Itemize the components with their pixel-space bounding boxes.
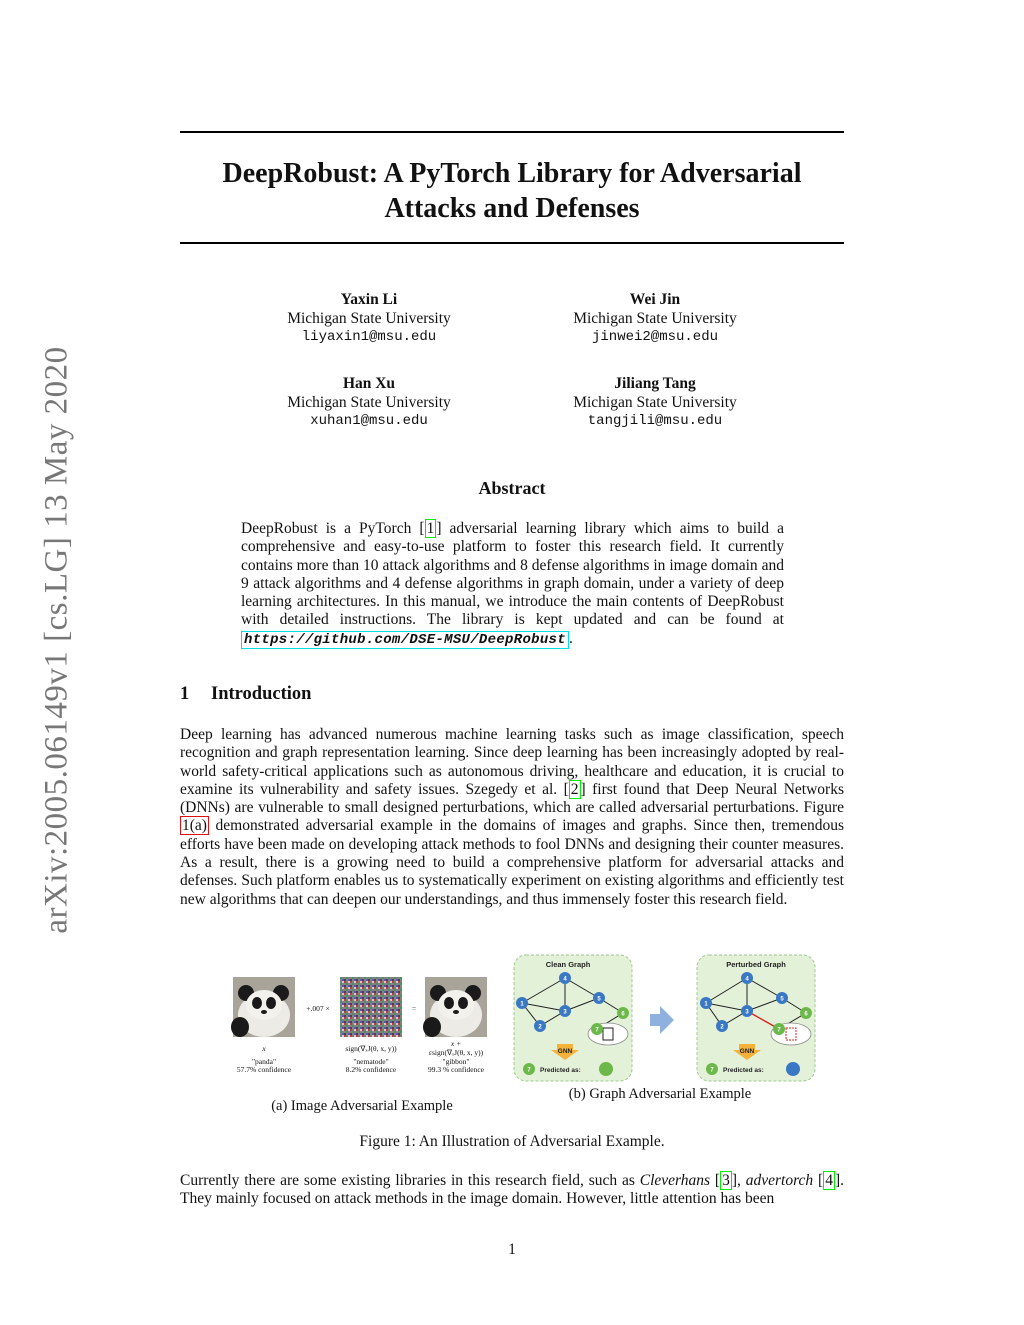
paragraph-text: ]. They mainly focused on attack methods in the image domain. However, little attention has been — [180, 1172, 844, 1208]
author-affiliation: Michigan State University — [573, 393, 737, 411]
paragraph-text: [ — [813, 1172, 824, 1189]
author-block — [505, 375, 805, 431]
noise-label: sign(∇ₓJ(θ, x, y)) — [345, 1044, 397, 1053]
perturbation-noise-image — [340, 977, 402, 1037]
abstract-body — [241, 520, 784, 649]
clean-graph-panel — [514, 955, 632, 1081]
citation-link[interactable]: 2 — [570, 780, 579, 798]
citation-link[interactable]: 4 — [825, 1172, 833, 1189]
adv-label-line2: εsign(∇ₓJ(θ, x, y)) — [428, 1048, 484, 1057]
node-label: 7 — [777, 1027, 781, 1034]
predicted-label: Predicted as: — [723, 1067, 764, 1074]
author-email[interactable]: jinwei2@msu.edu — [591, 329, 719, 345]
paragraph-text: Currently there are some existing libraries in this research field, such as — [180, 1172, 640, 1189]
author-affiliation: Michigan State University — [287, 393, 451, 411]
x-confidence-label: 57.7% confidence — [236, 1065, 292, 1074]
noise-confidence-label: 8.2% confidence — [345, 1065, 397, 1074]
libraries-paragraph — [180, 1172, 844, 1209]
node-label: 4 — [563, 976, 567, 983]
panda-image-original — [231, 977, 295, 1037]
author-block — [219, 375, 519, 431]
adv-class-label: "gibbon" — [442, 1057, 470, 1066]
node-label: 6 — [621, 1011, 625, 1018]
author-name: Han Xu — [342, 375, 396, 392]
author-name: Wei Jin — [629, 291, 681, 308]
intro-paragraph — [180, 726, 844, 909]
author-email[interactable]: xuhan1@msu.edu — [310, 413, 428, 429]
predicted-label: Predicted as: — [540, 1067, 581, 1074]
abstract-text: . — [568, 629, 573, 647]
node-label: 4 — [745, 976, 749, 983]
section-heading — [180, 684, 311, 705]
perturbed-graph-panel — [697, 955, 815, 1081]
node-label: 7 — [527, 1067, 531, 1074]
library-name: advertorch — [745, 1172, 814, 1189]
node-label: 7 — [595, 1027, 599, 1034]
gnn-label: GNN — [557, 1048, 573, 1055]
paragraph-text: Deep learning has advanced numerous machine learning tasks such as image classification, speech recognition and graph representation learning. Since deep learning has been increasingly adopted by real-world safety-critical applications such as autonomous driving, healthcare and education, it is crucial to examine its vulnerability and safety issues. Szegedy et al. [ — [180, 726, 844, 798]
multiplier-text: +.007 × — [306, 1004, 330, 1013]
section-title: Introduction — [211, 684, 312, 704]
page-number: 1 — [508, 1241, 516, 1258]
github-url-link[interactable]: https://github.com/DSE-MSU/DeepRobust — [241, 631, 569, 649]
author-name: Jiliang Tang — [614, 375, 696, 392]
noise-class-label: "nematode" — [353, 1057, 389, 1066]
prediction-green-dot — [599, 1062, 613, 1076]
clean-graph-title: Clean Graph — [545, 960, 591, 969]
citation-link[interactable]: 3 — [722, 1172, 730, 1189]
adv-confidence-label: 99.3 % confidence — [427, 1065, 485, 1074]
equals-text: = — [411, 1004, 417, 1013]
node-label: 1 — [704, 1001, 708, 1008]
author-affiliation: Michigan State University — [573, 309, 737, 327]
author-block — [219, 291, 519, 347]
author-block — [505, 291, 805, 347]
node-label: 2 — [720, 1024, 724, 1031]
paragraph-text: ] first found that Deep Neural Networks (DNNs) are vulnerable to small designed perturbations, which are called adversarial perturbations. Figure — [180, 780, 844, 817]
figure-caption: Figure 1: An Illustration of Adversarial Example. — [359, 1133, 665, 1150]
adv-label-line1: x + — [450, 1039, 462, 1048]
arxiv-identifier: arXiv:2005.06149v1 [cs.LG] 13 May 2020 — [38, 346, 75, 934]
author-email[interactable]: tangjili@msu.edu — [587, 413, 723, 429]
figure-ref-link[interactable]: 1(a) — [182, 817, 207, 835]
node-label: 3 — [563, 1009, 567, 1016]
paragraph-text: ], — [731, 1172, 746, 1189]
abstract-heading: Abstract — [478, 478, 546, 498]
paragraph-text: [ — [710, 1172, 721, 1189]
title-line-2: Attacks and Defenses — [384, 193, 640, 224]
node-label: 2 — [538, 1024, 542, 1031]
abstract-text: DeepRobust is a PyTorch [ — [241, 520, 425, 537]
title-line-1: DeepRobust: A PyTorch Library for Adversarial — [222, 158, 802, 189]
transition-arrow-icon — [650, 1006, 674, 1034]
graph-adversarial-figure — [510, 952, 820, 1084]
section-number: 1 — [180, 684, 190, 704]
panda-image-adversarial — [423, 977, 487, 1037]
node-label: 1 — [520, 1001, 524, 1008]
x-label: x — [262, 1044, 266, 1053]
node-label: 5 — [780, 996, 784, 1003]
image-adversarial-figure — [230, 975, 494, 1080]
node-label: 5 — [597, 996, 601, 1003]
node-label: 6 — [804, 1011, 808, 1018]
paragraph-text: demonstrated adversarial example in the domains of images and graphs. Since then, tremendous efforts have been made on developing attack methods to fool DNNs and designing their counter measures. As a result, there is a growing need to build a comprehensive platform for adversarial attacks and defenses. Such platform enables us to systematically experiment on existing algorithms and efficiently test new algorithms that can deepen our understandings, and thus immensely foster this research field. — [180, 817, 844, 908]
title-rule-bottom — [180, 242, 844, 244]
title-rule-top — [180, 131, 844, 133]
subfigure-a-caption: (a) Image Adversarial Example — [271, 1098, 453, 1114]
citation-link[interactable]: 1 — [426, 520, 435, 537]
paper-title — [180, 156, 844, 226]
subfigure-b-caption: (b) Graph Adversarial Example — [568, 1086, 752, 1102]
node-label: 3 — [745, 1009, 749, 1016]
prediction-blue-dot — [786, 1062, 800, 1076]
author-name: Yaxin Li — [340, 291, 398, 308]
node-label: 7 — [710, 1067, 714, 1074]
abstract-text: ] adversarial learning library which aims to build a comprehensive and easy-to-use platform to foster this research field. It currently contains more than 10 attack algorithms and 8 defense algorithms in image domain and 9 attack algorithms and 4 defense algorithms in graph domain, under a variety of deep learning architectures. In this manual, we introduce the main contents of DeepRobust with detailed instructions. The library is kept updated and can be found at — [241, 520, 785, 629]
perturbed-graph-title: Perturbed Graph — [726, 960, 786, 969]
library-name: Cleverhans — [639, 1172, 711, 1189]
author-affiliation: Michigan State University — [287, 309, 451, 327]
author-email[interactable]: liyaxin1@msu.edu — [301, 329, 437, 345]
gnn-label: GNN — [739, 1048, 755, 1055]
x-class-label: "panda" — [251, 1057, 277, 1066]
